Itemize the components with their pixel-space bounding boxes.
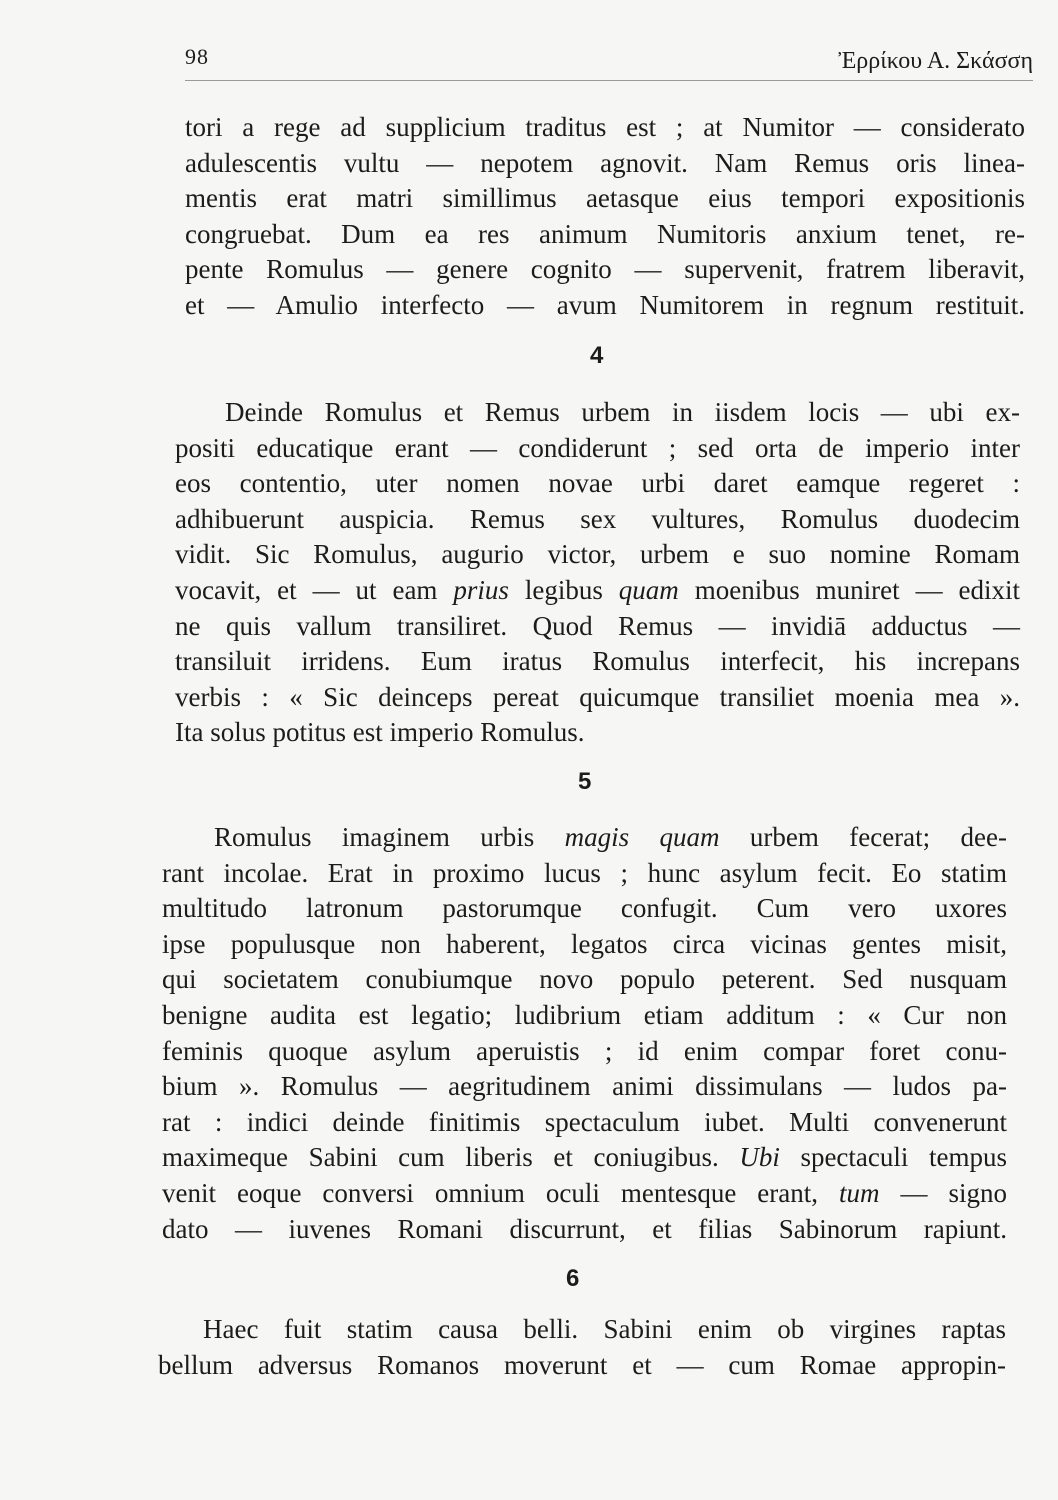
section-number: 5 (578, 768, 592, 795)
text-line: benigne audita est legatio; ludibrium etiam additum : « Cur non (162, 999, 1007, 1030)
text-line: adulescentis vultu — nepotem agnovit. Nam Remus oris linea- (185, 147, 1025, 178)
text-line: eos contentio, uter nomen novae urbi daret eamque regeret : (175, 468, 1020, 499)
text-line: transiluit irridens. Eum iratus Romulus interfecit, his increpans (175, 646, 1020, 677)
text-line: dato — iuvenes Romani discurrunt, et filias Sabinorum rapiunt. (162, 1213, 1007, 1244)
section-number: 6 (566, 1265, 580, 1292)
text-line: bium ». Romulus — aegritudinem animi dissimulans — ludos pa- (162, 1071, 1007, 1102)
text-line: ipse populusque non haberent, legatos circa vicinas gentes misit, (162, 928, 1007, 959)
text-line: maximeque Sabini cum liberis et coniugibus. Ubi spectaculi tempus (162, 1142, 1007, 1173)
page-header (185, 40, 1033, 81)
text-line: bellum adversus Romanos moverunt et — cum Romae appropin- (158, 1349, 1006, 1380)
text-line: Romulus imaginem urbis magis quam urbem fecerat; dee- (214, 822, 1007, 852)
section-6-text (158, 1312, 1006, 1383)
text-line: Ita solus potitus est imperio Romulus. (175, 717, 585, 748)
text-line: congruebat. Dum ea res animum Numitoris anxium tenet, re- (185, 218, 1025, 249)
section-3-text (185, 110, 1025, 324)
text-line: vidit. Sic Romulus, augurio victor, urbem e suo nomine Romam (175, 539, 1020, 570)
text-line: ne quis vallum transiliret. Quod Remus — invidiā adductus — (175, 610, 1020, 641)
text-line: multitudo latronum pastorumque confugit. Cum vero uxores (162, 893, 1007, 924)
text-line: rat : indici deinde finitimis spectaculum iubet. Multi convenerunt (162, 1106, 1007, 1137)
text-line: pente Romulus — genere cognito — supervenit, fratrem liberavit, (185, 254, 1025, 285)
text-line: tori a rege ad supplicium traditus est ; at Numitor — considerato (185, 112, 1025, 142)
text-line: vocavit, et — ut eam prius legibus quam moenibus muniret — edixit (175, 574, 1020, 605)
text-line: feminis quoque asylum aperuistis ; id enim compar foret conu- (162, 1035, 1007, 1066)
text-line: venit eoque conversi omnium oculi mentesque erant, tum — signo (162, 1177, 1008, 1208)
text-line: et — Amulio interfecto — avum Numitorem in regnum restituit. (185, 289, 1025, 320)
text-line: qui societatem conubiumque novo populo peterent. Sed nusquam (162, 964, 1007, 995)
text-line: adhibuerunt auspicia. Remus sex vultures, Romulus duodecim (175, 503, 1020, 534)
running-head: Ἐρρίκου Α. Σκάσση (838, 48, 1033, 74)
section-4-text (175, 395, 1020, 751)
text-line: Deinde Romulus et Remus urbem in iisdem locis — ubi ex- (225, 397, 1020, 427)
text-line: Haec fuit statim causa belli. Sabini enim ob virgines raptas (203, 1314, 1006, 1344)
text-line: mentis erat matri simillimus aetasque eius tempori expositionis (185, 183, 1025, 214)
text-line: rant incolae. Erat in proximo lucus ; hunc asylum fecit. Eo statim (162, 857, 1007, 888)
section-5-text (162, 820, 1007, 1247)
section-number: 4 (590, 342, 604, 369)
text-line: verbis : « Sic deinceps pereat quicumque transiliet moenia mea ». (175, 681, 1020, 712)
text-line: positi educatique erant — condiderunt ; sed orta de imperio inter (175, 432, 1020, 463)
page-number: 98 (185, 44, 209, 69)
